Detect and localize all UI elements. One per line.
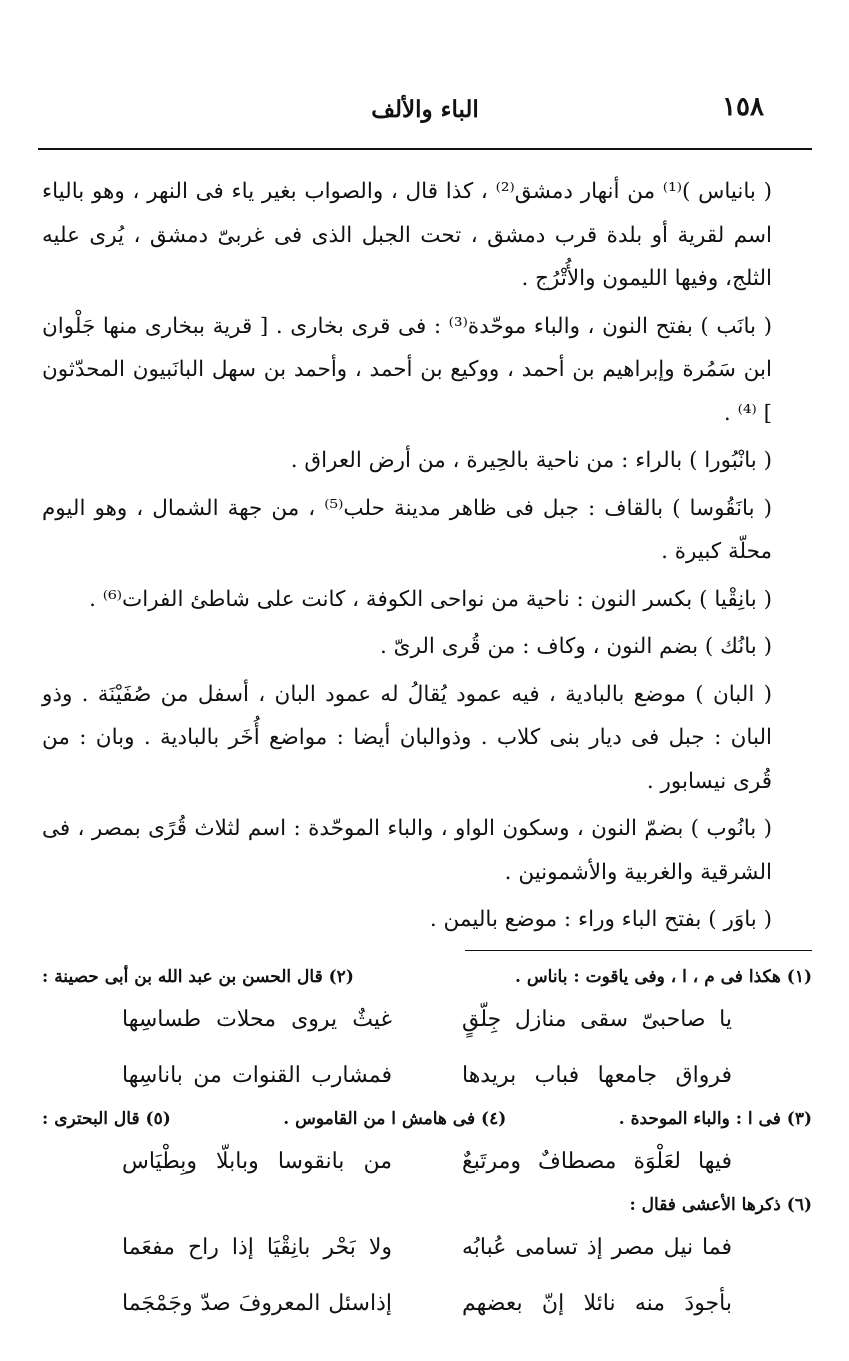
hemistich-first: يا صاحبىّ سقى منازل جِلّقٍ <box>462 1007 732 1032</box>
verse-line <box>42 1048 812 1104</box>
hemistich-second: غيثٌ يروى محلات طساسِها <box>122 1007 392 1032</box>
footnotes <box>42 962 812 1332</box>
entry-bawar: ( باوَر ) بفتح الباء وراء : موضع باليمن . <box>429 907 772 932</box>
hemistich-first: بأجودَ منه نائلا إنّ بعضهم <box>462 1291 732 1316</box>
entry-baniqya: ( بانِقْيا ) بكسر النون : ناحية من نواحى الكوفة ، كانت على شاطئ الفرات⁽⁶⁾ . <box>89 586 772 612</box>
page-header <box>38 92 812 132</box>
hemistich-second: من بانقوسا وبابلّا وبِطْيَاس <box>122 1149 392 1174</box>
entry-banab: ( بانَب ) بفتح النون ، والباء موحّدة⁽³⁾ : فى قرى بخارى . [ قرية ببخارى منها جَلْوان ابن سَمُرة وإبراهيم بن أحمد ، ووكيع بن أحمد ، وأحمد بن سهل البانَبيون المحدّثون ] ⁽⁴⁾ . <box>42 313 772 426</box>
footnote-1: (١) هكذا فى م ، ا ، وفى ياقوت : باناس . <box>515 967 812 987</box>
entry-banqusa: ( بانَقُوسا ) بالقاف : جبل فى ظاهر مدينة حلب⁽⁵⁾ ، من جهة الشمال ، وهو اليوم محلّة كبيرة . <box>42 495 772 564</box>
footnote-rule <box>465 950 812 951</box>
verse-line <box>42 1220 812 1276</box>
footnote-row <box>42 962 812 992</box>
header-rule <box>38 148 812 150</box>
footnote-5: (٥) قال البحترى : <box>42 1109 171 1129</box>
hemistich-second: إذاسئل المعروفَ صدّ وجَمْجَما <box>122 1291 392 1316</box>
entry-banbura: ( بانْبُورا ) بالراء : من ناحية بالحِيرة ، من أرض العراق . <box>290 448 772 473</box>
hemistich-first: فما نيل مصر إذ تسامى عُبابُه <box>462 1235 732 1260</box>
hemistich-first: فرواق جامعها فباب بريدها <box>462 1063 732 1088</box>
hemistich-first: فيها لعَلْوَة مصطافٌ ومرتَبعٌ <box>462 1149 732 1174</box>
entry-banias: ( بانياس )⁽¹⁾ من أنهار دمشق⁽²⁾ ، كذا قال ، والصواب بغير ياء فى النهر ، وهو بالياء اسم لقرية أو بلدة قرب دمشق ، تحت الجبل الذى فى غربىّ دمشق ، يُرى عليه الثلج، وفيها الليمون والأُتْرُج . <box>42 179 773 291</box>
entry-banub: ( بانُوب ) بضمّ النون ، وسكون الواو ، والباء الموحّدة : اسم لثلاث قُرًى بمصر ، فى الشرقية والغربية والأشمونين . <box>42 816 772 885</box>
footnote-row <box>42 1104 812 1134</box>
hemistich-second: ولا بَحْر بانِقْيَا إذا راح مفعَما <box>122 1235 392 1260</box>
entry-banuk: ( بانُك ) بضم النون ، وكاف : من قُرى الرىّ . <box>380 634 772 659</box>
verse-line <box>42 1276 812 1332</box>
footnote-4: (٤) فى هامش ا من القاموس . <box>283 1109 507 1129</box>
entry-al-ban: ( البان ) موضع بالبادية ، فيه عمود يُقالُ له عمود البان ، أسفل من صُفَيْنَة . وذو البان : جبل فى ديار بنى كلاب . وذوالبان أيضا : مواضع أُخَر بالبادية . وبان : من قُرى نيسابور . <box>42 681 772 794</box>
hemistich-second: فمشارب القنوات من باناسِها <box>122 1063 392 1088</box>
main-text <box>42 170 810 942</box>
footnote-2: (٢) قال الحسن بن عبد الله بن أبى حصينة : <box>42 967 354 987</box>
verse-line <box>42 992 812 1048</box>
footnote-row <box>42 1190 812 1220</box>
footnote-6: (٦) ذكرها الأعشى فقال : <box>629 1195 812 1215</box>
footnote-3: (٣) فى ا : والباء الموحدة . <box>618 1109 812 1129</box>
running-title: الباء والألف <box>371 96 479 123</box>
page-number: ١٥٨ <box>722 92 764 122</box>
verse-line <box>42 1134 812 1190</box>
